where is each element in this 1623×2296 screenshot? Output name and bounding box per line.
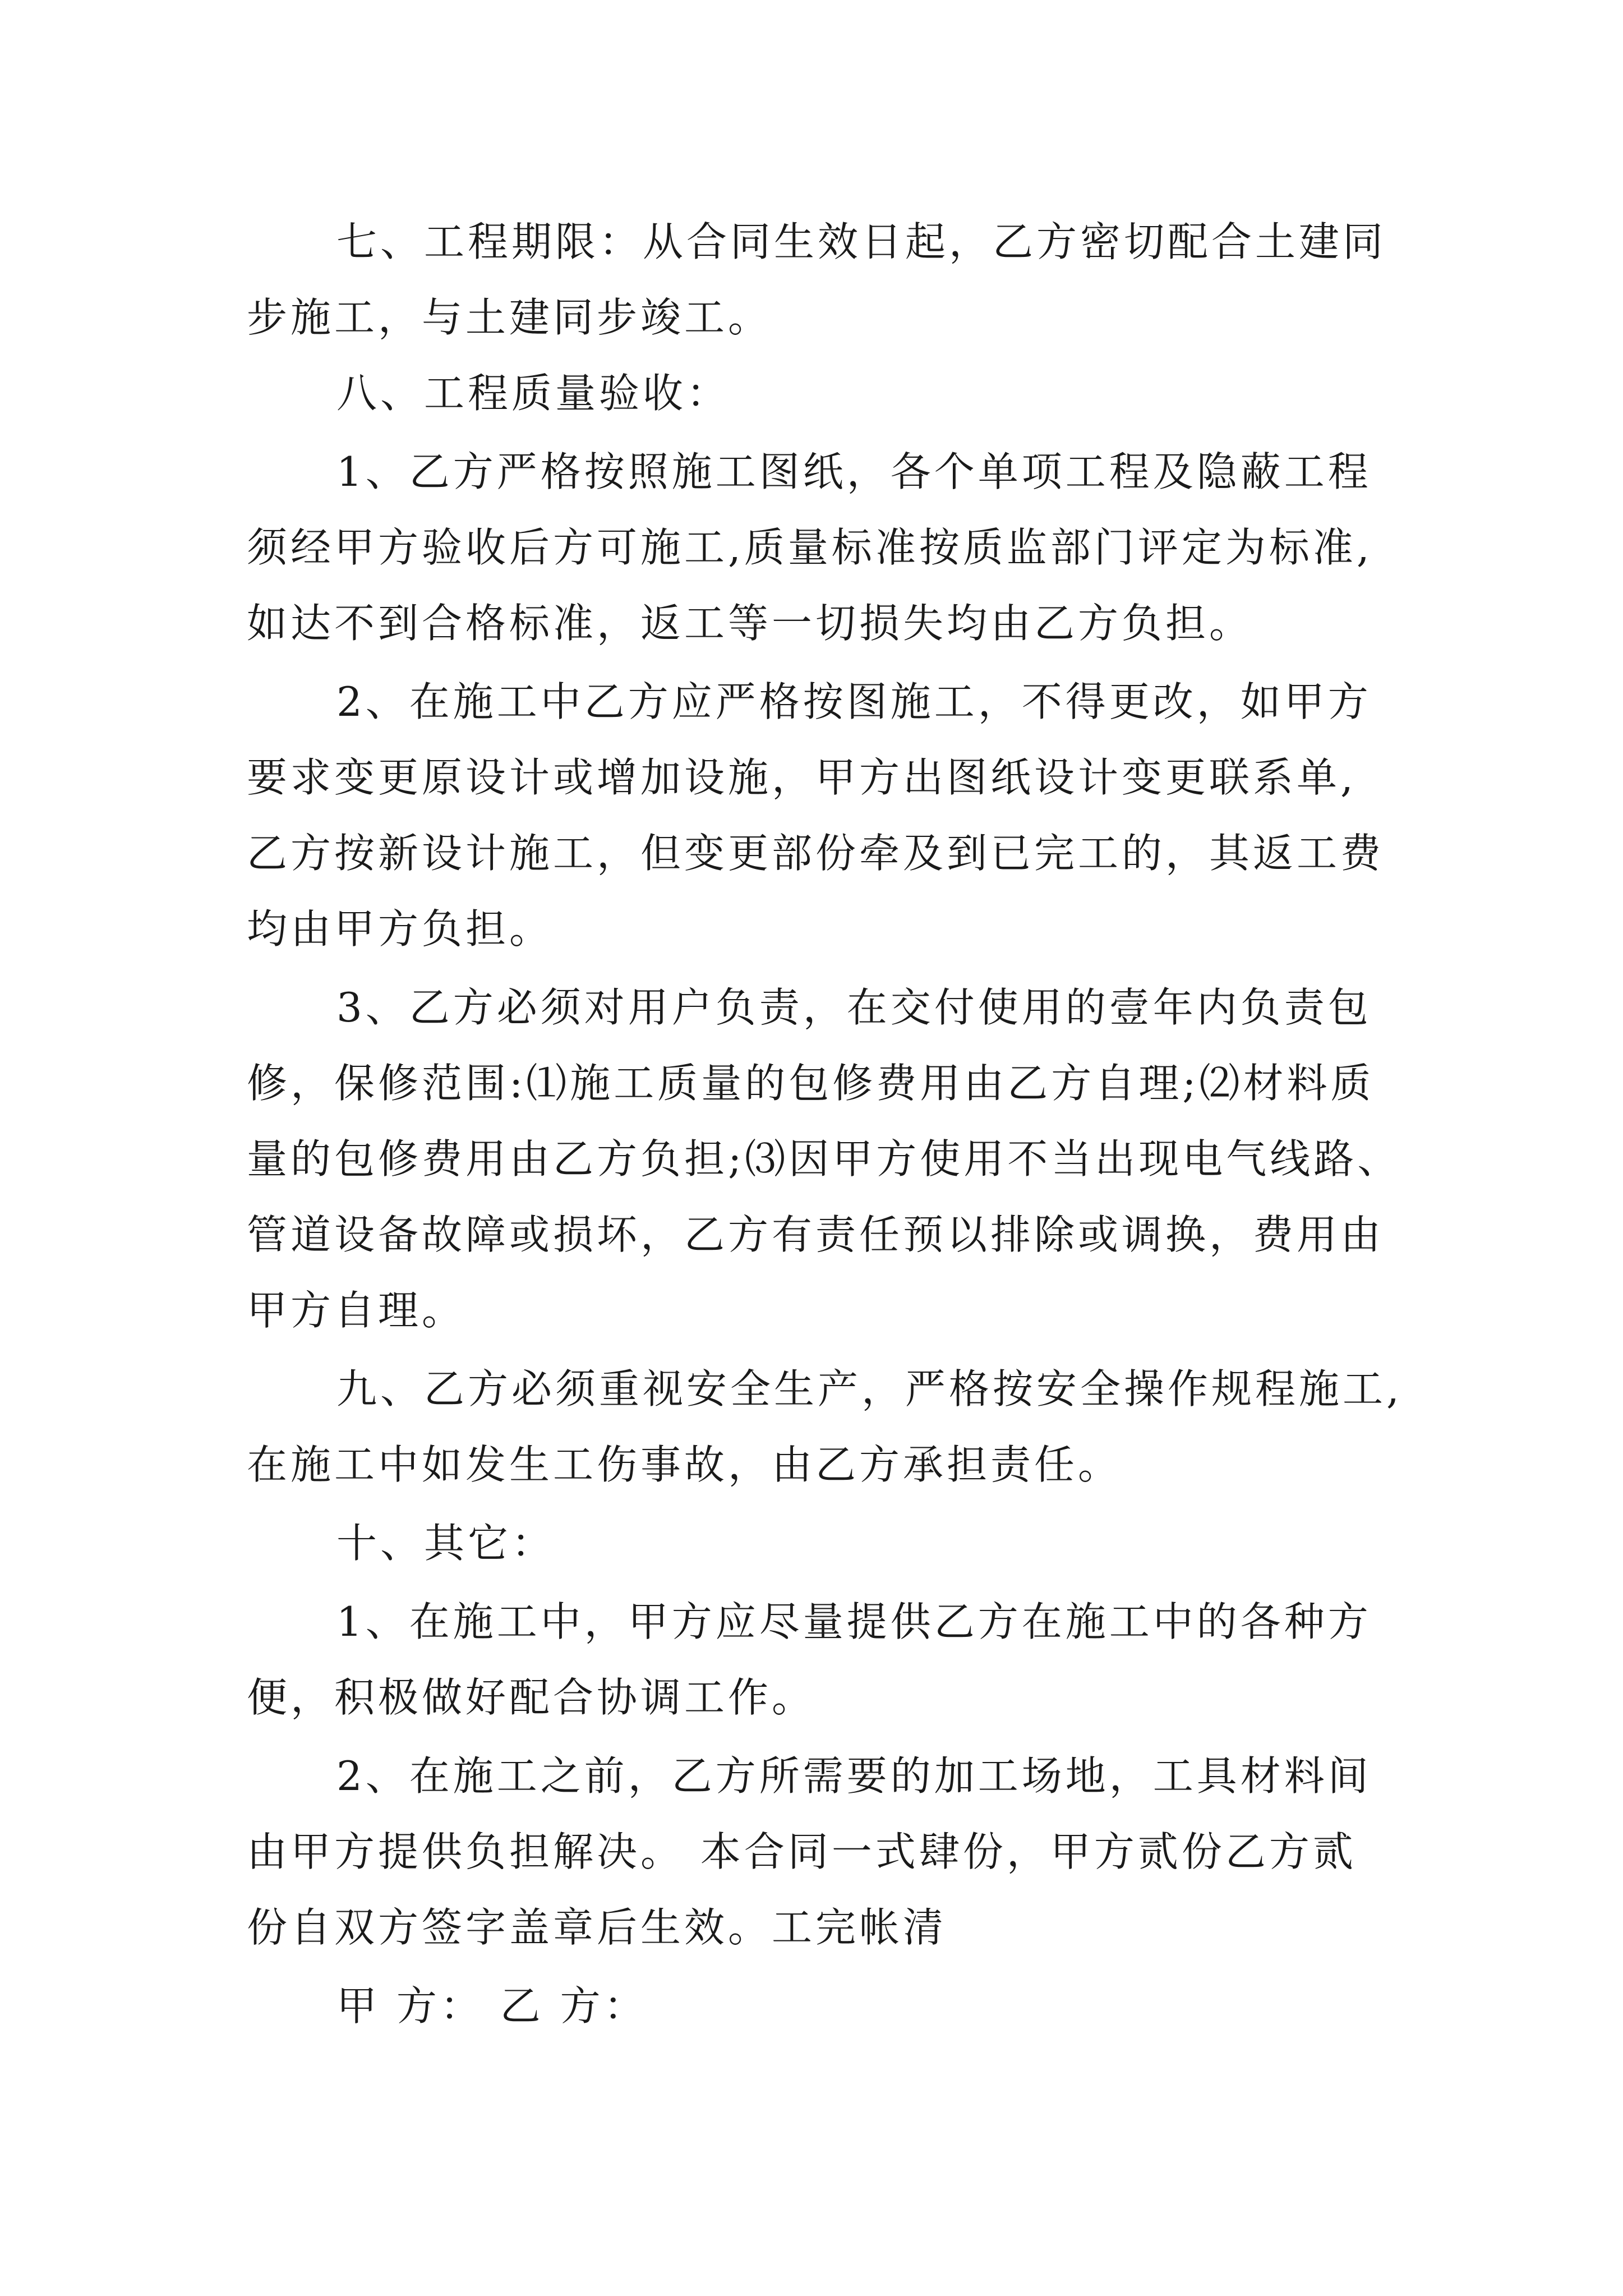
- clause-8-3-line-1: 3、乙方必须对用户负责，在交付使用的壹年内负责包: [336, 984, 1372, 1031]
- clause-8-2-line-1: 2、在施工中乙方应严格按图施工，不得更改，如甲方: [336, 678, 1372, 725]
- clause-8-3-line-2: 修，保修范围:⑴施工质量的包修费用由乙方自理;⑵材料质: [247, 1060, 1375, 1107]
- paragraph-7-line-1: 七、工程期限：从合同生效日起，乙方密切配合土建同: [336, 218, 1387, 265]
- clause-10-2-line-2: 由甲方提供负担解决。 本合同一式肆份，甲方贰份乙方贰: [247, 1828, 1357, 1875]
- clause-8-2-line-2: 要求变更原设计或增加设施，甲方出图纸设计变更联系单,: [247, 754, 1357, 801]
- paragraph-9-line-1: 九、乙方必须重视安全生产，严格按安全操作规程施工,: [336, 1365, 1403, 1412]
- clause-8-2-line-4: 均由甲方负担。: [247, 905, 554, 953]
- paragraph-7-line-2: 步施工，与土建同步竣工。: [247, 294, 772, 341]
- paragraph-10-heading: 十、其它：: [336, 1520, 556, 1567]
- clause-10-1-line-1: 1、在施工中，甲方应尽量提供乙方在施工中的各种方: [336, 1598, 1372, 1645]
- clause-8-3-line-3: 量的包修费用由乙方负担;⑶因甲方使用不当出现电气线路、: [247, 1135, 1401, 1182]
- paragraph-8-heading: 八、工程质量验收：: [336, 370, 731, 417]
- signature-line: 甲 方： 乙 方：: [336, 1982, 648, 2030]
- clause-10-2-line-3: 份自双方签字盖章后生效。工完帐清: [247, 1904, 947, 1951]
- clause-8-1-line-1: 1、乙方严格按照施工图纸，各个单项工程及隐蔽工程: [336, 448, 1372, 495]
- clause-8-2-line-3: 乙方按新设计施工，但变更部份牵及到已完工的，其返工费: [247, 830, 1385, 877]
- clause-8-3-line-5: 甲方自理。: [247, 1287, 466, 1334]
- paragraph-9-line-2: 在施工中如发生工伤事故，由乙方承担责任。: [247, 1441, 1122, 1488]
- clause-8-3-line-4: 管道设备故障或损坏，乙方有责任预以排除或调换，费用由: [247, 1211, 1385, 1258]
- clause-10-2-line-1: 2、在施工之前，乙方所需要的加工场地，工具材料间: [336, 1752, 1372, 1800]
- clause-8-1-line-3: 如达不到合格标准，返工等一切损失均由乙方负担。: [247, 600, 1253, 647]
- clause-8-1-line-2: 须经甲方验收后方可施工,质量标准按质监部门评定为标准,: [247, 524, 1373, 571]
- clause-10-1-line-2: 便，积极做好配合协调工作。: [247, 1674, 816, 1721]
